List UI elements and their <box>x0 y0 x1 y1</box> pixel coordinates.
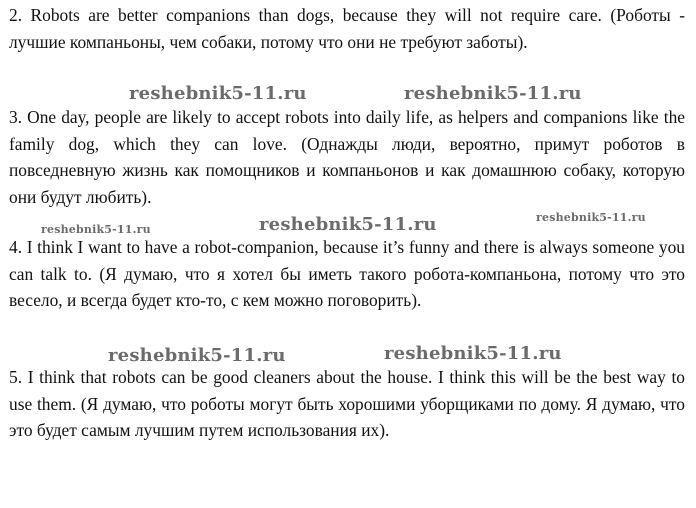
answer-paragraph-2 <box>9 2 685 55</box>
paragraph-text: Robots are better companions than dogs, because they will not require care. (Роботы - лучшие компаньоны, чем собаки, потому что они не требуют заботы). <box>9 5 685 52</box>
watermark: reshebnik5-11.ru <box>404 83 582 104</box>
answer-paragraph-3 <box>9 104 685 210</box>
watermark: reshebnik5-11.ru <box>108 345 286 366</box>
paragraph-text: I think I want to have a robot-companion, because it’s funny and there is always someone you can talk to. (Я думаю, что я хотел бы иметь такого робота-компаньона, потому что это весело, и всегда будет кто-то, с кем можно поговорить). <box>9 237 685 310</box>
watermark: reshebnik5-11.ru <box>41 223 151 236</box>
answer-paragraph-4 <box>9 234 685 314</box>
paragraph-number: 2. <box>9 5 23 25</box>
paragraph-number: 5. <box>9 367 23 387</box>
watermark: reshebnik5-11.ru <box>536 211 646 224</box>
watermark: reshebnik5-11.ru <box>259 214 437 235</box>
watermark: reshebnik5-11.ru <box>129 83 307 104</box>
paragraph-number: 4. <box>9 237 23 257</box>
answer-paragraph-5 <box>9 364 685 444</box>
paragraph-text: I think that robots can be good cleaners about the house. I think this will be the best way to use them. (Я думаю, что роботы могут быть хорошими уборщиками по дому. Я думаю, что это будет самым лучшим путем использования их). <box>9 367 686 440</box>
paragraph-text: One day, people are likely to accept robots into daily life, as helpers and companions like the family dog, which they can love. (Однажды люди, вероятно, примут роботов в повседневную жизнь как помощников и компаньонов и как домашнюю собаку, которую они будут любить). <box>9 107 685 207</box>
paragraph-number: 3. <box>9 107 23 127</box>
watermark: reshebnik5-11.ru <box>384 343 562 364</box>
